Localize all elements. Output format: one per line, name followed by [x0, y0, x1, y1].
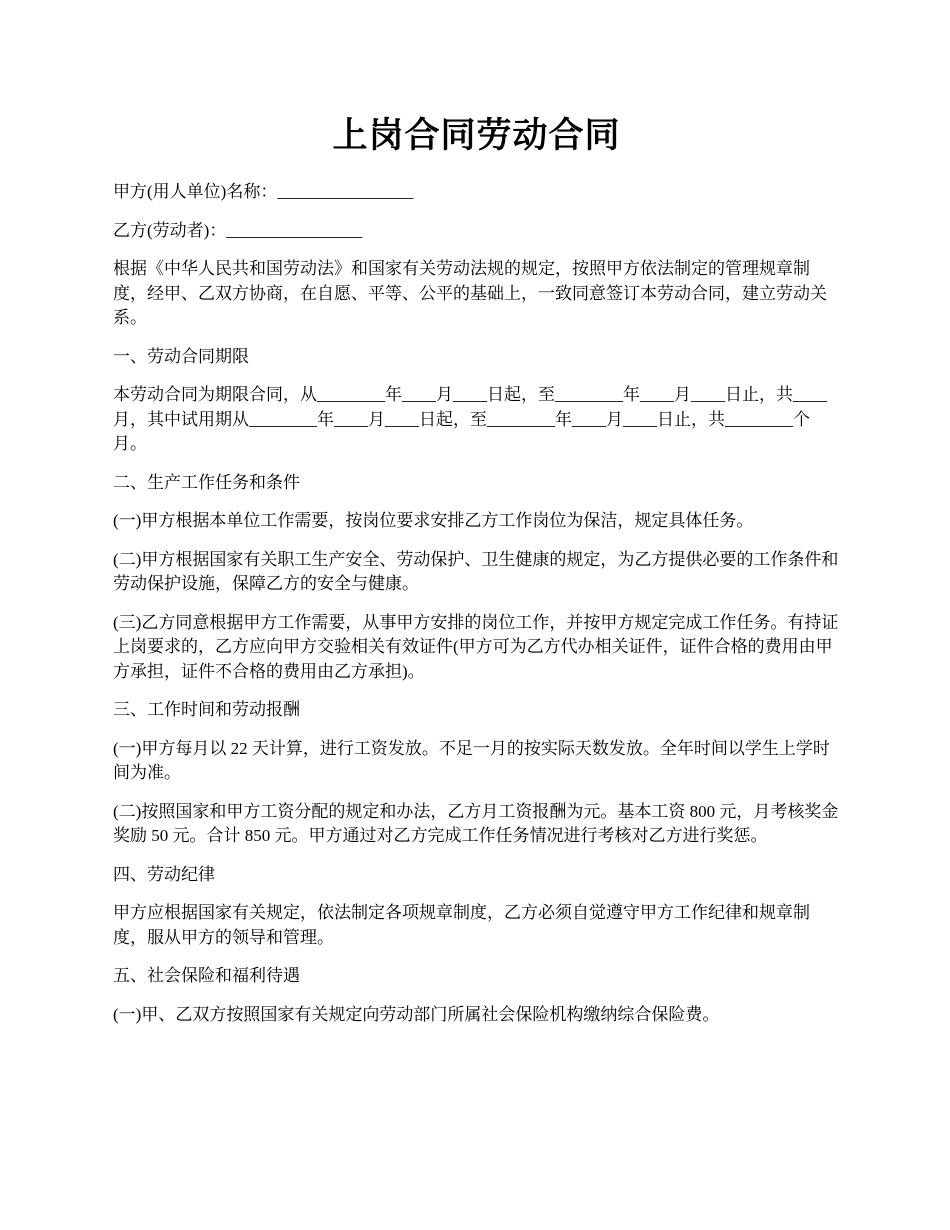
section-4-heading: 四、劳动纪律 [113, 864, 215, 884]
section-1-heading: 一、劳动合同期限 [113, 346, 249, 366]
document-title: 上岗合同劳动合同 [332, 116, 621, 155]
section-1-body: 本劳动合同为期限合同，从________年____月____日起，至________年____月____日止，共____月，其中试用期从________年____月____日起，至________年____月____日止，共________个月。 [113, 385, 827, 453]
section-3-paragraph-2: (二)按照国家和甲方工资分配的规定和办法，乙方月工资报酬为元。基本工资 800 元，月考核奖金奖励 50 元。合计 850 元。甲方通过对乙方完成工作任务情况进行考核对乙方进行奖惩。 [113, 801, 839, 845]
party-b-line: 乙方(劳动者)：________________ [113, 220, 363, 240]
section-2-paragraph-1: (一)甲方根据本单位工作需要，按岗位要求安排乙方工作岗位为保洁，规定具体任务。 [113, 511, 754, 530]
party-a-line: 甲方(用人单位)名称：________________ [113, 182, 414, 201]
intro-paragraph: 根据《中华人民共和国劳动法》和国家有关劳动法规的规定，按照甲方依法制定的管理规章制度，经甲、乙双方协商，在自愿、平等、公平的基础上，一致同意签订本劳动合同，建立劳动关系。 [113, 259, 827, 327]
section-4-body: 甲方应根据国家有关规定，依法制定各项规章制度，乙方必须自觉遵守甲方工作纪律和规章制度，服从甲方的领导和管理。 [113, 903, 810, 947]
section-3-paragraph-1: (一)甲方每月以 22 天计算，进行工资发放。不足一月的按实际天数发放。全年时间以学生上学时间为准。 [113, 738, 830, 782]
section-2-paragraph-3: (三)乙方同意根据甲方工作需要，从事甲方安排的岗位工作，并按甲方规定完成工作任务。有持证上岗要求的，乙方应向甲方交验相关有效证件(甲方可为乙方代办相关证件，证件合格的费用由甲方承担，证件不合格的费用由乙方承担)。 [113, 612, 839, 681]
section-2-paragraph-2: (二)甲方根据国家有关职工生产安全、劳动保护、卫生健康的规定，为乙方提供必要的工作条件和劳动保护设施，保障乙方的安全与健康。 [113, 549, 839, 593]
section-5-paragraph-1: (一)甲、乙双方按照国家有关规定向劳动部门所属社会保险机构缴纳综合保险费。 [113, 1004, 720, 1024]
section-3-heading: 三、工作时间和劳动报酬 [113, 700, 300, 719]
section-5-heading: 五、社会保险和福利待遇 [113, 966, 300, 985]
section-2-heading: 二、生产工作任务和条件 [113, 472, 300, 492]
